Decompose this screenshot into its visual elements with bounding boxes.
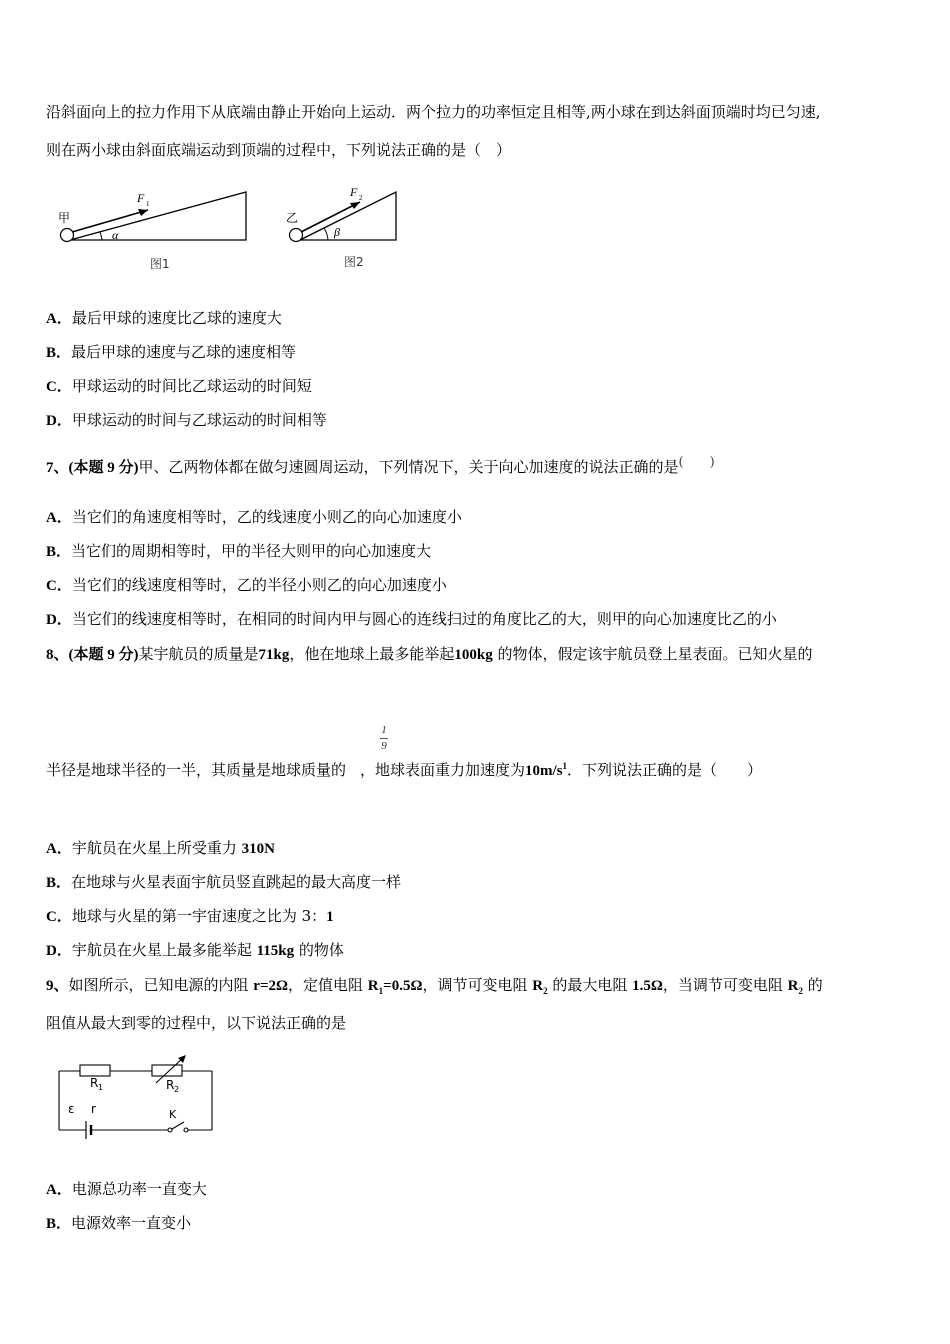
fraction-denominator: 9 [381,740,387,752]
fig1-angle: α [112,228,119,242]
q9-option-a: A．电源总功率一直变大 [46,1180,207,1198]
fig2-angle: β [334,225,340,239]
q9-stem-line1: 9、如图所示，已知电源的内阻 r=2Ω，定值电阻 $R_1=0.5\Omega$，调节可变电阻 $R_2$ 的最大电阻 1.5Ω，当调节可变电阻 $R_2$ 的 [46,976,823,996]
r2-label: R [166,1078,175,1092]
r2-label-sub: 2 [174,1085,180,1094]
circuit-diagram [52,1055,222,1143]
q8-option-a: A．宇航员在火星上所受重力 310N [46,839,275,857]
q8-stem-line1: 8、(本题 9 分)某宇航员的质量是71kg，他在地球上最多能举起100kg 的物体，假定该宇航员登上星表面。已知火星的 [46,645,813,663]
fig2-ball-label: 乙 [286,211,299,225]
q6-option-d: D．甲球运动的时间与乙球运动的时间相等 [46,411,327,429]
r2-variable-resistor [152,1065,182,1076]
q7-option-c: C．当它们的线速度相等时，乙的半径小则乙的向心加速度小 [46,576,447,594]
r1-label: R [90,1076,99,1090]
q7-option-a: A．当它们的角速度相等时，乙的线速度小则乙的向心加速度小 [46,508,462,526]
q6-option-c: C．甲球运动的时间比乙球运动的时间短 [46,377,312,395]
incline-figures [50,182,410,274]
q8-option-c: C．地球与火星的第一宇宙速度之比为 3：1 [46,907,334,925]
switch-label: K [169,1108,177,1121]
fig2-force-label: F [350,185,358,199]
r1-label-sub: 1 [98,1083,104,1092]
fraction-numerator: 1 [381,724,387,736]
fig2-caption: 图2 [344,255,364,269]
q6-option-b: B．最后甲球的速度与乙球的速度相等 [46,343,297,361]
fig1-ball-label: 甲 [58,211,71,225]
fig1-force-sub: 1 [146,200,150,208]
internal-r-label: r [91,1102,96,1116]
q8-stem-line2: 半径是地球半径的一半，其质量是地球质量的 ，地球表面重力加速度为$10m/s^1$．下列说法正确的是（ ） [46,761,763,779]
q7-stem: 7、(本题 9 分)甲、乙两物体都在做匀速圆周运动，下列情况下，关于向心加速度的说法正确的是( ) [46,455,715,476]
fig1-caption: 图1 [150,257,170,271]
emf-label: ε [68,1102,75,1116]
q7-option-b: B．当它们的周期相等时，甲的半径大则甲的向心加速度大 [46,542,432,560]
q9-stem-line2: 阻值从最大到零的过程中，以下说法正确的是 [46,1014,347,1032]
q6-line2: 则在两小球由斜面底端运动到顶端的过程中，下列说法正确的是（ ） [46,141,512,159]
figure-1 [58,191,246,271]
fig1-force-label: F [137,191,145,205]
q7-option-d: D．当它们的线速度相等时，在相同的时间内甲与圆心的连线扫过的角度比乙的大，则甲的向心加速度比乙的小 [46,610,777,628]
q8-option-b: B．在地球与火星表面宇航员竖直跳起的最大高度一样 [46,873,402,891]
q8-fraction [380,724,388,753]
q6-option-a: A．最后甲球的速度比乙球的速度大 [46,309,282,327]
figure-2 [286,185,396,269]
fig2-force-sub: 2 [359,194,363,202]
q6-line1: 沿斜面向上的拉力作用下从底端由静止开始向上运动．两个拉力的功率恒定且相等,两小球在到达斜面顶端时均已匀速, [46,103,821,121]
r1-resistor [80,1065,110,1076]
q9-option-b: B．电源效率一直变小 [46,1214,192,1232]
q8-option-d: D．宇航员在火星上最多能举起 115kg 的物体 [46,941,344,959]
